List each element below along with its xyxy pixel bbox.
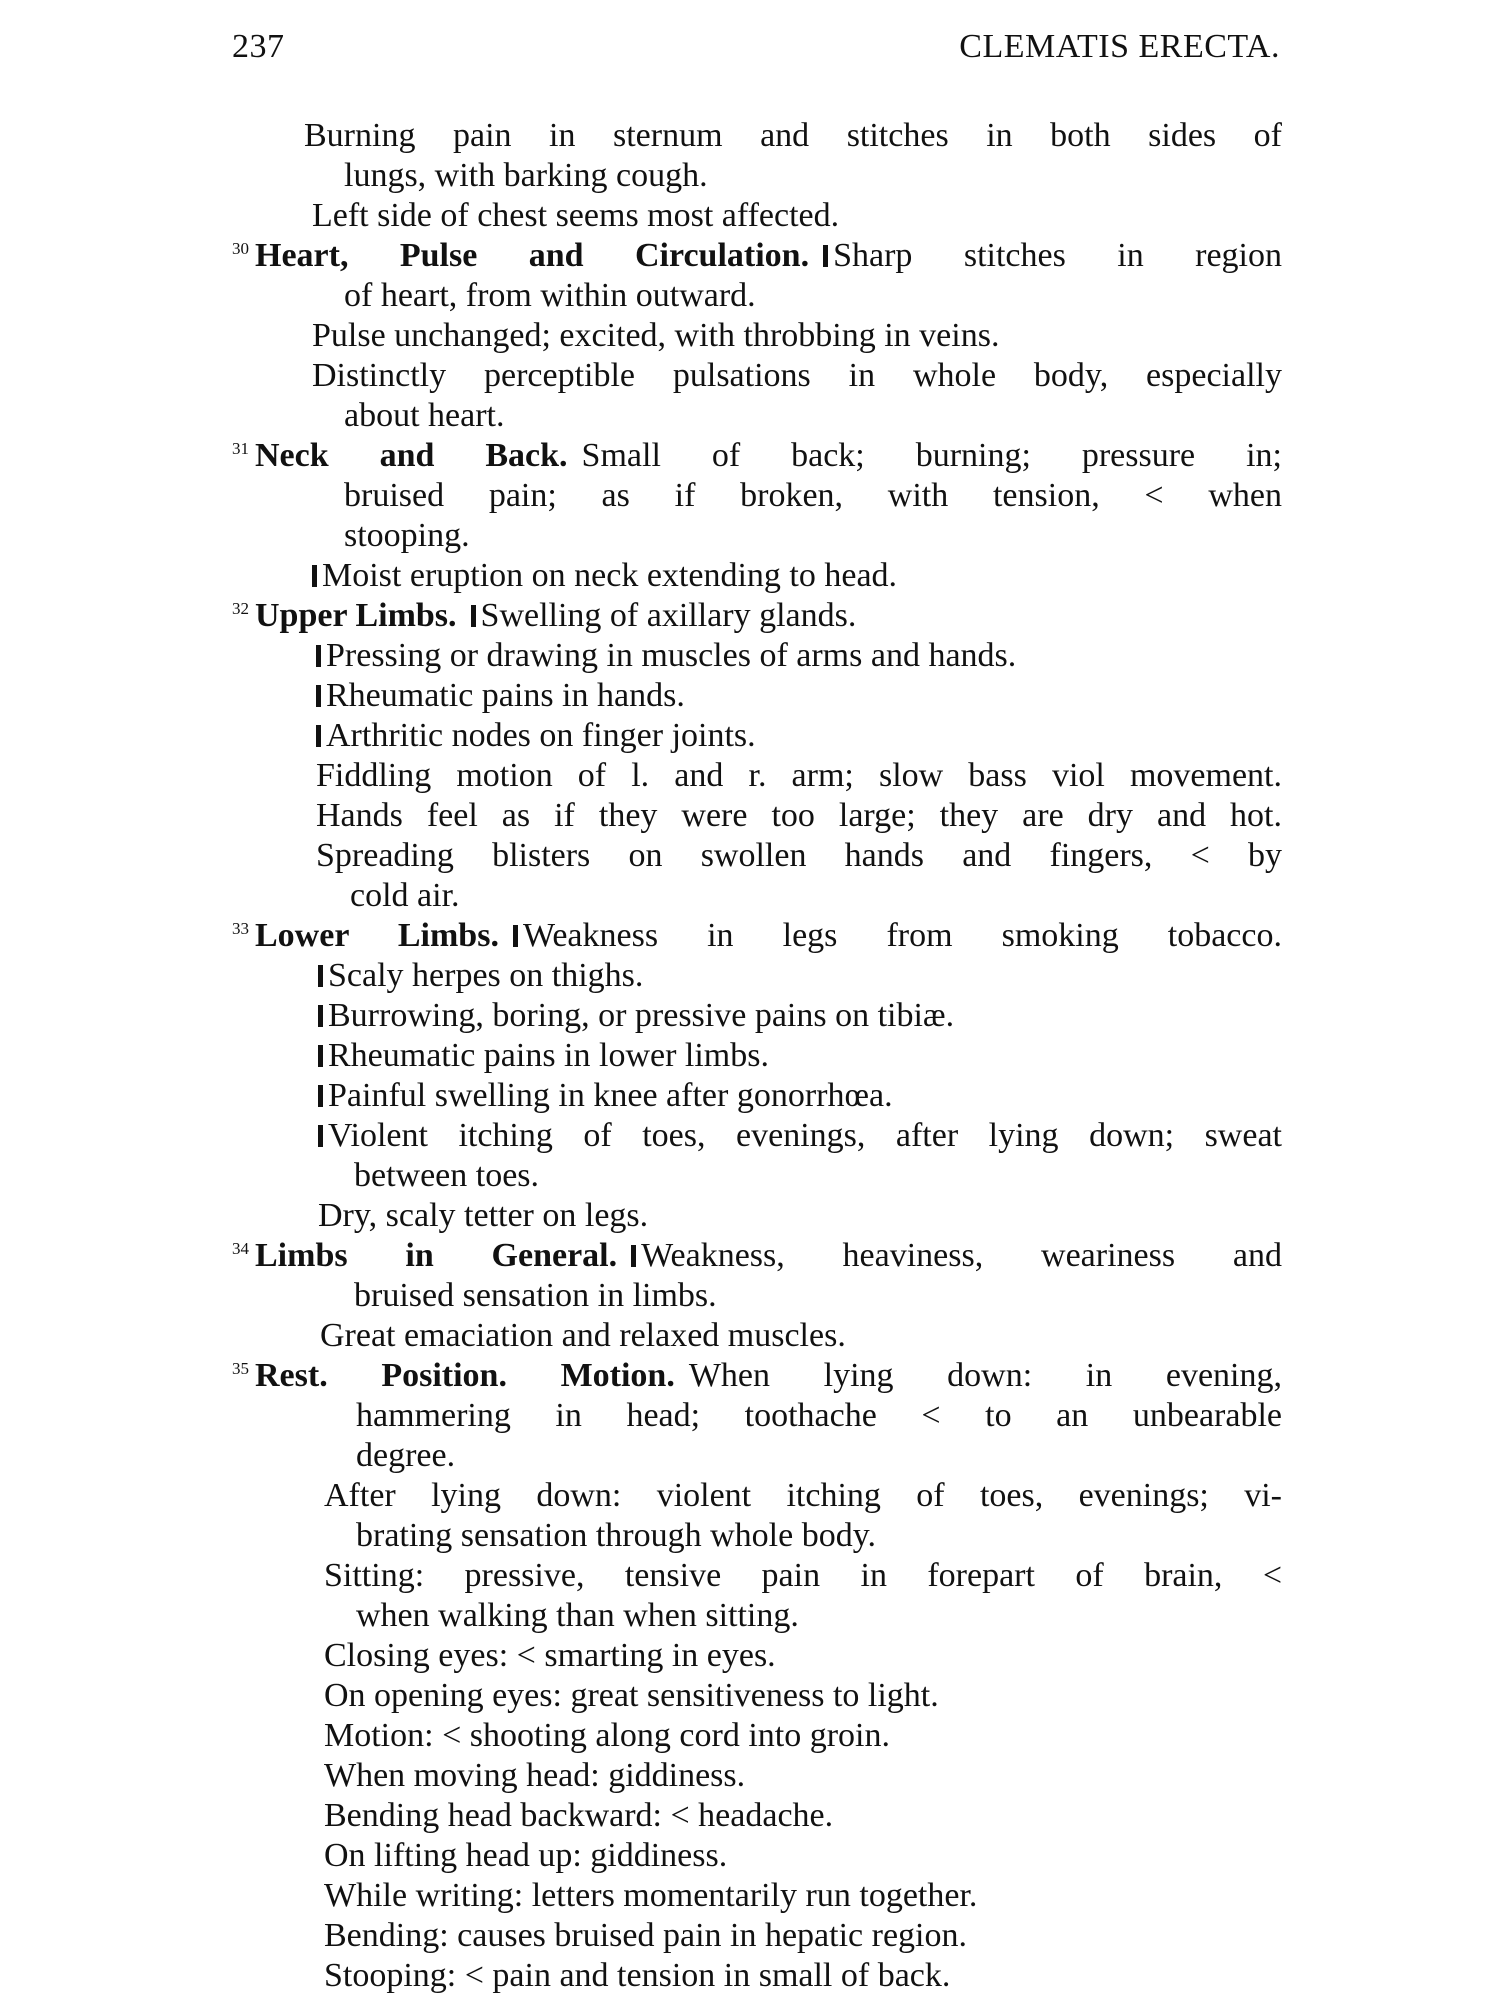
text-line bbox=[232, 676, 1282, 716]
section-heading: Heart, Pulse and Circulation. bbox=[255, 237, 810, 274]
line-text: On lifting head up: giddiness. bbox=[324, 1837, 728, 1874]
line-text: Stooping: < pain and tension in small of back. bbox=[324, 1957, 951, 1994]
section-heading-line bbox=[232, 1236, 1282, 1276]
verified-symptom-mark-icon bbox=[823, 245, 828, 267]
verified-symptom-mark-icon bbox=[318, 965, 323, 987]
line-text: While writing: letters momentarily run together. bbox=[324, 1877, 978, 1914]
text-line bbox=[232, 1476, 1282, 1516]
verified-symptom-mark-icon bbox=[513, 925, 518, 947]
text-line bbox=[232, 876, 1282, 916]
text-line bbox=[232, 1316, 1282, 1356]
line-text: Sharp stitches in region bbox=[833, 237, 1282, 274]
text-line bbox=[232, 1436, 1282, 1476]
text-line bbox=[232, 316, 1282, 356]
text-line bbox=[232, 1676, 1282, 1716]
line-text: Burning pain in sternum and stitches in both sides of bbox=[304, 117, 1282, 154]
text-line bbox=[232, 1036, 1282, 1076]
line-text: stooping. bbox=[344, 517, 470, 554]
line-text: Pulse unchanged; excited, with throbbing in veins. bbox=[312, 317, 1000, 354]
line-text: On opening eyes: great sensitiveness to light. bbox=[324, 1677, 939, 1714]
line-text: Scaly herpes on thighs. bbox=[328, 957, 644, 994]
verified-symptom-mark-icon bbox=[318, 1085, 323, 1107]
text-line bbox=[232, 956, 1282, 996]
line-text: Closing eyes: < smarting in eyes. bbox=[324, 1637, 776, 1674]
page-number: 237 bbox=[232, 28, 285, 65]
line-text: Left side of chest seems most affected. bbox=[312, 197, 840, 234]
text-line bbox=[232, 1716, 1282, 1756]
line-text: Arthritic nodes on finger joints. bbox=[326, 717, 756, 754]
line-text: Distinctly perceptible pulsations in whole body, especially bbox=[312, 357, 1282, 394]
section-heading: Upper Limbs. bbox=[255, 597, 457, 634]
text-line bbox=[232, 1596, 1282, 1636]
section-heading: Rest. Position. Motion. bbox=[255, 1357, 675, 1394]
line-text: brating sensation through whole body. bbox=[356, 1517, 876, 1554]
page-header bbox=[232, 28, 1280, 78]
line-text: After lying down: violent itching of toes, evenings; vi- bbox=[324, 1477, 1282, 1514]
text-line bbox=[232, 1876, 1282, 1916]
line-text: hammering in head; toothache < to an unbearable bbox=[356, 1397, 1282, 1434]
line-text: when walking than when sitting. bbox=[356, 1597, 799, 1634]
text-line bbox=[232, 1156, 1282, 1196]
text-line bbox=[232, 476, 1282, 516]
line-text: cold air. bbox=[350, 877, 460, 914]
verified-symptom-mark-icon bbox=[631, 1245, 636, 1267]
line-text: Sitting: pressive, tensive pain in forepart of brain, < bbox=[324, 1557, 1282, 1594]
section-number: 34 bbox=[232, 1238, 249, 1258]
text-line bbox=[232, 1116, 1282, 1156]
text-line bbox=[232, 356, 1282, 396]
line-text: between toes. bbox=[354, 1157, 540, 1194]
line-text: Violent itching of toes, evenings, after lying down; sweat bbox=[328, 1117, 1282, 1154]
verified-symptom-mark-icon bbox=[312, 565, 317, 587]
text-line bbox=[232, 1516, 1282, 1556]
line-text: Moist eruption on neck extending to head. bbox=[322, 557, 898, 594]
text-line bbox=[232, 1076, 1282, 1116]
verified-symptom-mark-icon bbox=[316, 685, 321, 707]
text-line bbox=[232, 1276, 1282, 1316]
text-line bbox=[232, 836, 1282, 876]
line-text: bruised sensation in limbs. bbox=[354, 1277, 717, 1314]
verified-symptom-mark-icon bbox=[471, 605, 476, 627]
text-line bbox=[232, 756, 1282, 796]
section-heading-line bbox=[232, 236, 1282, 276]
section-number: 32 bbox=[232, 598, 249, 618]
text-line bbox=[232, 996, 1282, 1036]
verified-symptom-mark-icon bbox=[318, 1005, 323, 1027]
section-number: 31 bbox=[232, 438, 249, 458]
line-text: Pressing or drawing in muscles of arms and hands. bbox=[326, 637, 1017, 674]
line-text: Great emaciation and relaxed muscles. bbox=[320, 1317, 846, 1354]
line-text: When lying down: in evening, bbox=[688, 1357, 1282, 1394]
text-line bbox=[232, 1956, 1282, 1996]
body-text bbox=[232, 116, 1282, 1996]
line-text: Dry, scaly tetter on legs. bbox=[318, 1197, 649, 1234]
text-line bbox=[232, 636, 1282, 676]
text-line bbox=[232, 196, 1282, 236]
line-text: Fiddling motion of l. and r. arm; slow bass viol movement. bbox=[316, 757, 1282, 794]
verified-symptom-mark-icon bbox=[318, 1045, 323, 1067]
text-line bbox=[232, 1196, 1282, 1236]
text-line bbox=[232, 1796, 1282, 1836]
line-text: Motion: < shooting along cord into groin. bbox=[324, 1717, 890, 1754]
text-line bbox=[232, 116, 1282, 156]
section-heading-line bbox=[232, 1356, 1282, 1396]
section-heading: Limbs in General. bbox=[255, 1237, 618, 1274]
line-text: Rheumatic pains in hands. bbox=[326, 677, 685, 714]
text-line bbox=[232, 1756, 1282, 1796]
text-line bbox=[232, 156, 1282, 196]
section-number: 30 bbox=[232, 238, 249, 258]
line-text: Rheumatic pains in lower limbs. bbox=[328, 1037, 769, 1074]
text-line bbox=[232, 1636, 1282, 1676]
line-text: Weakness in legs from smoking tobacco. bbox=[522, 917, 1282, 954]
line-text: Burrowing, boring, or pressive pains on tibiæ. bbox=[328, 997, 955, 1034]
text-line bbox=[232, 396, 1282, 436]
line-text: Bending head backward: < headache. bbox=[324, 1797, 834, 1834]
text-line bbox=[232, 1836, 1282, 1876]
line-text: about heart. bbox=[344, 397, 505, 434]
text-line bbox=[232, 1556, 1282, 1596]
text-line bbox=[232, 716, 1282, 756]
line-text: Bending: causes bruised pain in hepatic region. bbox=[324, 1917, 967, 1954]
text-line bbox=[232, 1916, 1282, 1956]
line-text: degree. bbox=[356, 1437, 456, 1474]
text-line bbox=[232, 1396, 1282, 1436]
line-text: Hands feel as if they were too large; they are dry and hot. bbox=[316, 797, 1282, 834]
text-line bbox=[232, 516, 1282, 556]
line-text: bruised pain; as if broken, with tension, < when bbox=[344, 477, 1282, 514]
running-title: CLEMATIS ERECTA. bbox=[959, 28, 1280, 65]
section-heading: Lower Limbs. bbox=[255, 917, 499, 954]
line-text: Painful swelling in knee after gonorrhœa. bbox=[328, 1077, 893, 1114]
section-number: 33 bbox=[232, 918, 249, 938]
text-line bbox=[232, 796, 1282, 836]
line-text: of heart, from within outward. bbox=[344, 277, 756, 314]
section-number: 35 bbox=[232, 1358, 249, 1378]
line-text: Weakness, heaviness, weariness and bbox=[641, 1237, 1282, 1274]
section-heading-line bbox=[232, 916, 1282, 956]
line-text: When moving head: giddiness. bbox=[324, 1757, 746, 1794]
section-heading-line bbox=[232, 436, 1282, 476]
verified-symptom-mark-icon bbox=[316, 725, 321, 747]
text-line bbox=[232, 276, 1282, 316]
line-text: Spreading blisters on swollen hands and fingers, < by bbox=[316, 837, 1282, 874]
line-text: Swelling of axillary glands. bbox=[480, 597, 857, 634]
text-line bbox=[232, 556, 1282, 596]
line-text: lungs, with barking cough. bbox=[344, 157, 708, 194]
line-text: Small of back; burning; pressure in; bbox=[581, 437, 1282, 474]
section-heading-line bbox=[232, 596, 1282, 636]
verified-symptom-mark-icon bbox=[316, 645, 321, 667]
section-heading: Neck and Back. bbox=[255, 437, 568, 474]
verified-symptom-mark-icon bbox=[318, 1125, 323, 1147]
